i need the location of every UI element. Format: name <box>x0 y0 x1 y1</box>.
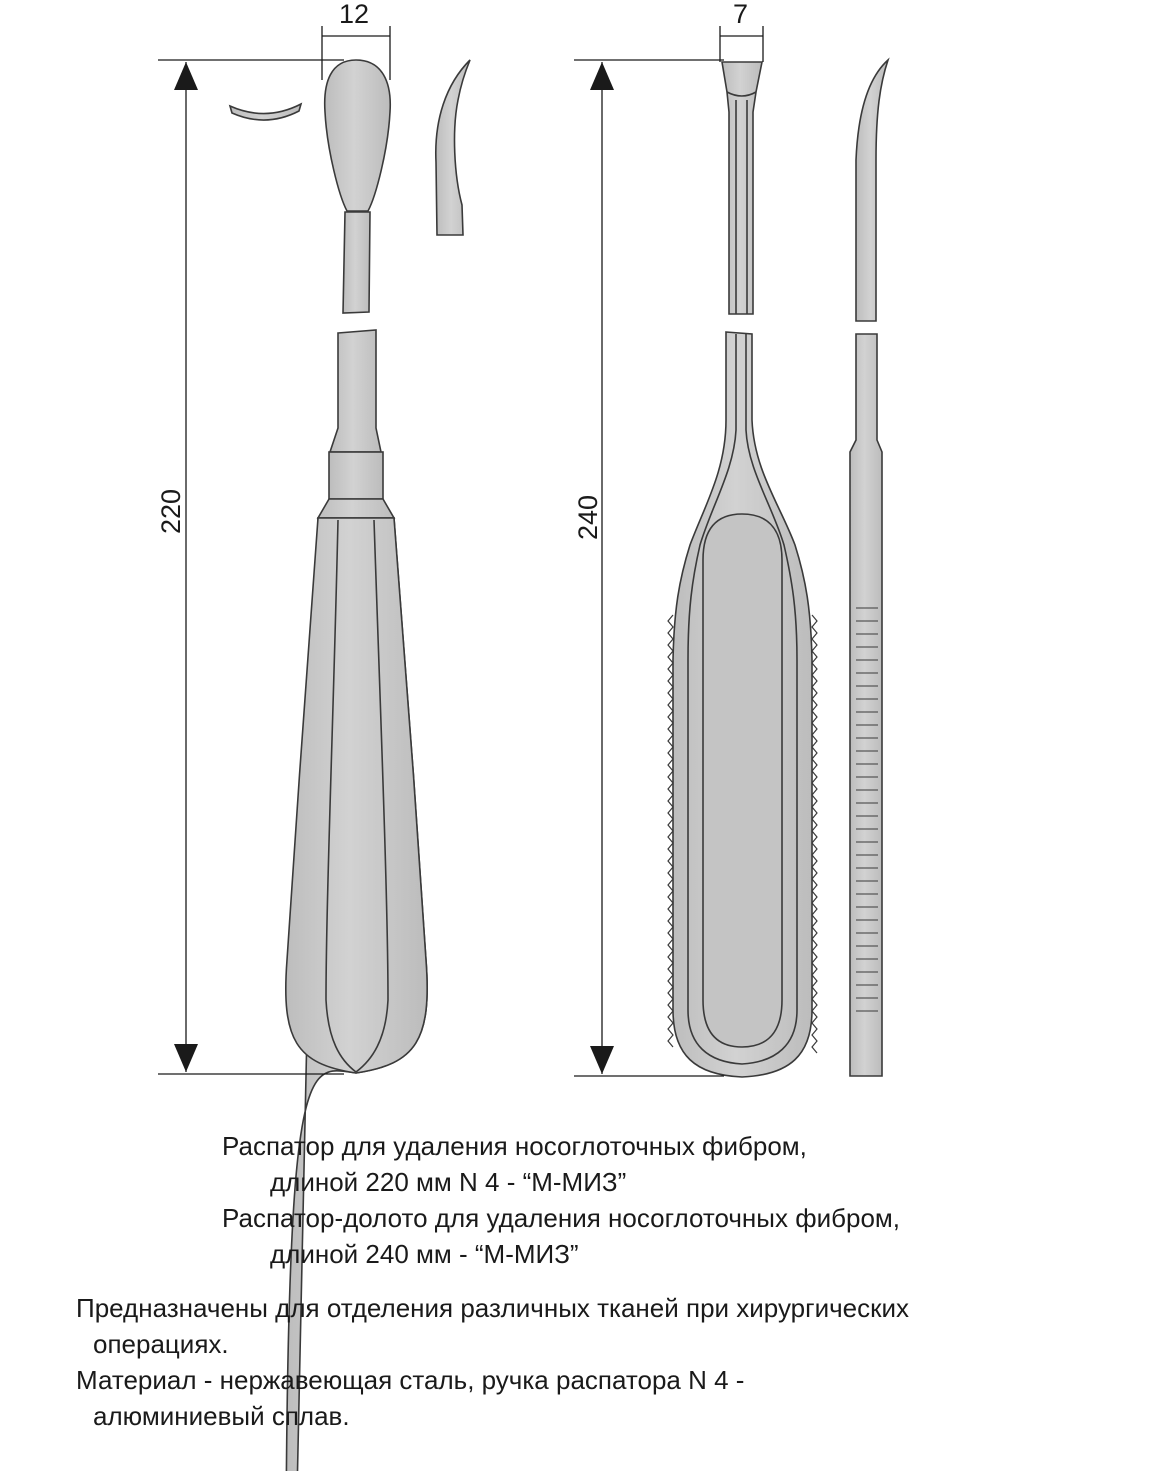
chisel-handle-panel <box>703 514 782 1047</box>
caption-line: Распатор для удаления носоглоточных фибром, <box>222 1131 807 1161</box>
notes-line: алюминиевый сплав. <box>93 1401 350 1431</box>
arrow-up-icon <box>174 62 198 90</box>
arrow-down-icon <box>174 1044 198 1072</box>
dimension-tool1-tip-width: 12 <box>339 0 370 29</box>
raspator-ferrule-cone <box>318 499 394 518</box>
raspator-ferrule <box>329 452 383 499</box>
arrow-up-icon <box>590 62 614 90</box>
caption-line: длиной 220 мм N 4 - “М-МИЗ” <box>270 1167 627 1197</box>
caption-line: Распатор-долото для удаления носоглоточных фибром, <box>222 1203 901 1233</box>
notes-line: Предназначены для отделения различных тканей при хирургических <box>76 1293 910 1323</box>
raspator-blade-head <box>325 60 391 211</box>
instrument-notes <box>76 1290 909 1434</box>
dimension-tool2-length: 240 <box>573 494 603 540</box>
chisel-tip-front <box>722 62 762 314</box>
raspator-lower-shaft <box>330 330 381 452</box>
notes-line: Материал - нержавеющая сталь, ручка распатора N 4 - <box>76 1365 745 1395</box>
blade-cross-section <box>230 104 301 120</box>
notes-line: операциях. <box>93 1329 229 1359</box>
raspator-blade-side-profile <box>436 60 470 235</box>
raspator-chisel-240-drawing <box>668 60 888 1077</box>
instrument-caption <box>222 1128 900 1272</box>
dimension-tool1-length: 220 <box>156 488 186 534</box>
caption-line: длиной 240 мм - “М-МИЗ” <box>270 1239 579 1269</box>
dimension-tool2-tip-width: 7 <box>733 0 749 29</box>
raspator-upper-shaft <box>343 212 370 313</box>
chisel-side-profile-lower <box>850 334 882 1076</box>
chisel-side-profile-upper <box>856 60 888 321</box>
arrow-down-icon <box>590 1046 614 1074</box>
